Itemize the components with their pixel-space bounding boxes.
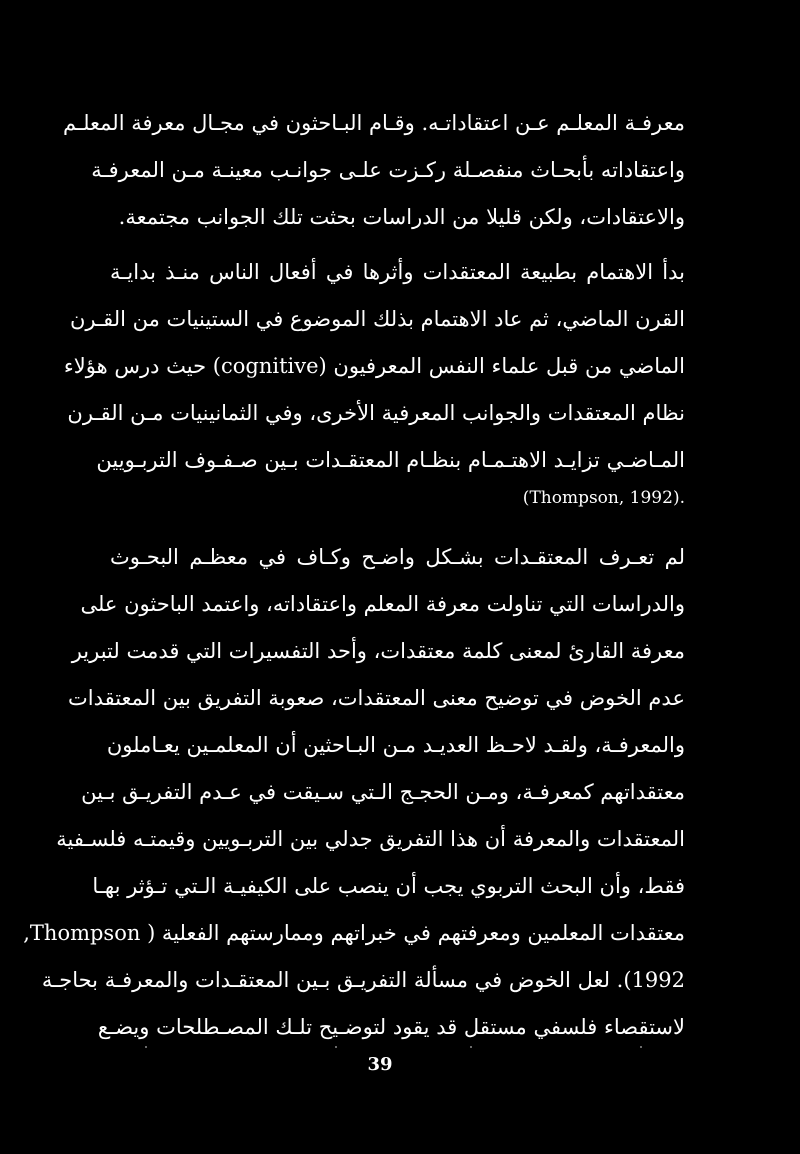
citation: .(Thompson, 1992) [522,488,685,508]
text-line: معرفـة المعلـم عـن اعتقاداتـه. وقـام البـاحثون في مجـال معرفة المعلـم [62,111,685,135]
text-line: نظام المعتقدات والجوانب المعرفية الأخرى، وفي الثمانينيات مـن القـرن [67,401,685,425]
text-line: القرن الماضي، ثم عاد الاهتمام بذلك الموضوع في الستينيات من القـرن [69,307,685,331]
footer-dot [145,1046,147,1048]
text-line: عدم الخوض في توضيح معنى المعتقدات، صعوبة التفريق بين المعتقدات [67,686,685,710]
paragraph-2 [63,249,685,484]
text-line: والدراسات التي تناولت معرفة المعلم واعتقاداته، واعتمد الباحثون على [80,592,685,616]
paragraph-3 [23,534,685,1051]
page-number: 39 [367,1054,393,1075]
text-line: والاعتقادات، ولكن قليلا من الدراسات بحثت تلك الجوانب مجتمعة. [118,205,685,229]
text-line: بدأ الاهتمام بطبيعة المعتقدات وأثرها في أفعال الناس منـذ بدايـة [110,260,685,284]
text-line: المعتقدات والمعرفة أن هذا التفريق جدلي بين التربـويين وقيمتـه فلسـفية [56,827,685,851]
footer-dot [470,1046,472,1048]
footer-dot [335,1046,337,1048]
text-line: لم تعـرف المعتقـدات بشـكل واضـح وكـاف في معظـم البحـوث [110,545,685,569]
text-line: فقط، وأن البحث التربوي يجب أن ينصب على الكيفيـة الـتي تـؤثر بهـا [92,874,685,898]
paragraph-1 [62,100,685,241]
footer-dot [640,1046,642,1048]
text-line: معرفة القارئ لمعنى كلمة معتقدات، وأحد التفسيرات التي قدمت لتبرير [71,639,685,663]
text-line: لاستقصاء فلسفي مستقل قد يقود لتوضـيح تلـك المصـطلحات ويضـع [97,1015,685,1039]
text-line: 1992). لعل الخوض في مسألة التفريـق بـين المعتقـدات والمعرفـة بحاجـة [41,968,685,992]
text-line: واعتقاداته بأبحـاث منفصـلة ركـزت علـى جوانـب معينـة مـن المعرفـة [91,158,685,182]
text-line: والمعرفـة، ولقـد لاحـظ العديـد مـن البـاحثين أن المعلمـين يعـاملون [106,733,685,757]
text-line: المـاضـي تزايـد الاهتـمـام بنظـام المعتقـدات بـين صـفـوف التربـويين [96,448,685,472]
text-line: معتقدات المعلمين ومعرفتهم في خبراتهم وممارستهم الفعلية ( Thompson, [23,921,685,945]
text-line: الماضي من قبل علماء النفس المعرفيون (cognitive) حيث درس هؤلاء [63,354,685,378]
text-line: معتقداتهم كمعرفـة، ومـن الحجـج الـتي سـيقت في عـدم التفريـق بـين [81,780,685,804]
footer-dots [140,1046,660,1048]
